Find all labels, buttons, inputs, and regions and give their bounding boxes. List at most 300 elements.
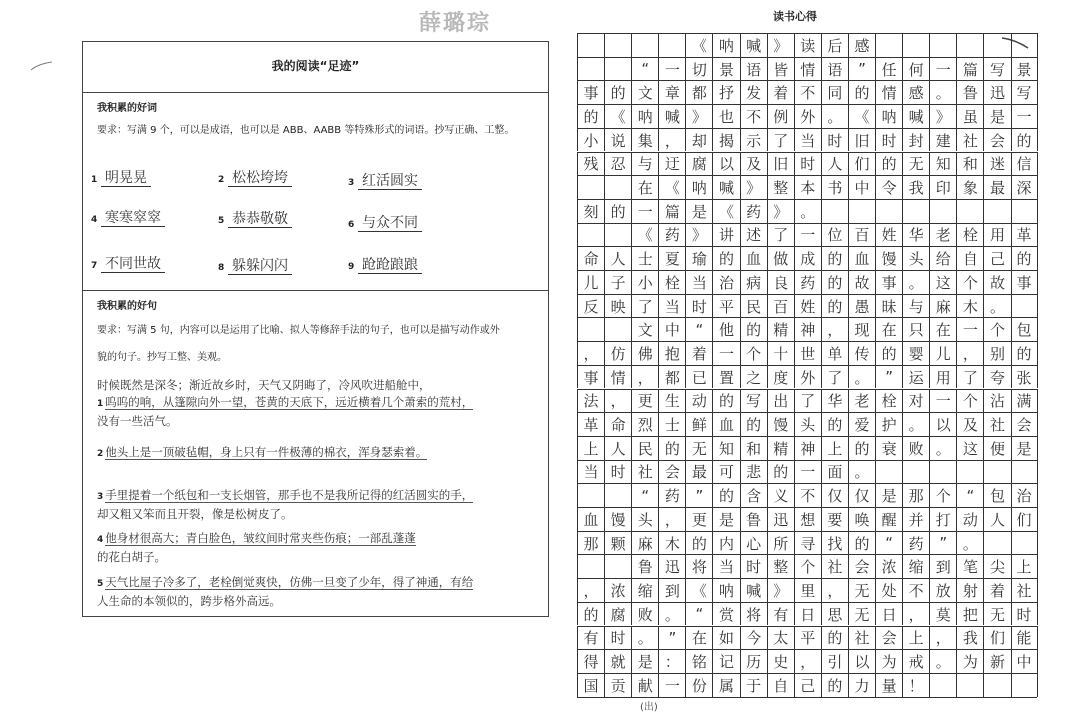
grid-cell: 仿 <box>604 342 631 365</box>
grid-cell: 迷 <box>983 153 1010 176</box>
grid-cell: 知 <box>712 437 739 460</box>
grid-cell: 反 <box>577 295 604 318</box>
grid-cell: 事 <box>577 366 604 389</box>
grid-cell: 不 <box>902 579 929 602</box>
grid-cell: 佛 <box>631 342 658 365</box>
grid-cell: 头 <box>794 413 821 436</box>
grid-cell: 《 <box>712 200 739 223</box>
grid-cell: 情 <box>875 81 902 104</box>
grid-cell: 喊 <box>902 105 929 128</box>
grid-cell: 馒 <box>767 413 794 436</box>
grid-cell <box>604 58 631 81</box>
grid-cell: 象 <box>956 176 983 199</box>
grid-cell: 的 <box>767 461 794 484</box>
grid-cell: 位 <box>821 224 848 247</box>
grid-cell: 己 <box>794 674 821 697</box>
grid-cell: 《 <box>848 105 875 128</box>
grid-cell: 要 <box>821 508 848 531</box>
grid-cell: 更 <box>685 508 712 531</box>
grid-cell: 》 <box>929 105 956 128</box>
grid-cell: 会 <box>848 555 875 578</box>
grid-cell: 上 <box>577 437 604 460</box>
grid-cell: 的 <box>848 532 875 555</box>
sentence-item: 时候既然是深冬；渐近故乡时，天气又阴晦了，冷风吹进船舱中， 1 呜呜的响，从篷隙向外一望，苍黄的天底下，远近横着几个萧索的荒村， 没有一些活气。 <box>97 378 474 428</box>
grid-cell: 并 <box>902 508 929 531</box>
grid-cell: 知 <box>929 153 956 176</box>
grid-cell: 印 <box>929 176 956 199</box>
grid-cell: 和 <box>956 153 983 176</box>
grid-cell: 已 <box>685 366 712 389</box>
grid-cell: 例 <box>767 105 794 128</box>
grid-cell: 。 <box>983 295 1010 318</box>
grid-cell: 感 <box>848 34 875 57</box>
grid-cell: 当 <box>577 461 604 484</box>
grid-row <box>577 294 1038 318</box>
grid-cell: 动 <box>685 390 712 413</box>
grid-row <box>577 270 1038 294</box>
grid-cell: 的 <box>1011 342 1038 365</box>
grid-cell: 腐 <box>604 603 631 626</box>
grid-cell: 》 <box>767 34 794 57</box>
grid-cell <box>604 555 631 578</box>
grid-cell: 鲁 <box>631 555 658 578</box>
grid-cell: 一 <box>712 342 739 365</box>
grid-row <box>577 223 1038 247</box>
grid-cell: 一 <box>658 58 685 81</box>
grid-cell: 华 <box>821 390 848 413</box>
grid-cell: 文 <box>631 81 658 104</box>
grid-row <box>577 104 1038 128</box>
word-item: 5 恭恭敬敬 <box>218 208 292 228</box>
grid-cell <box>983 200 1010 223</box>
grid-cell: 寻 <box>794 532 821 555</box>
grid-cell: 了 <box>767 224 794 247</box>
grid-cell: 时 <box>1011 603 1038 626</box>
grid-cell: 为 <box>875 650 902 673</box>
grid-cell: 抱 <box>658 342 685 365</box>
grid-cell: 中 <box>1011 650 1038 673</box>
grid-cell <box>983 674 1010 697</box>
grid-cell: 命 <box>577 247 604 270</box>
grid-cell: 为 <box>956 650 983 673</box>
grid-cell: 夏 <box>658 247 685 270</box>
grid-cell: 故 <box>848 271 875 294</box>
grid-cell: 》 <box>740 176 767 199</box>
grid-cell: 缩 <box>631 579 658 602</box>
grid-cell: 浓 <box>875 555 902 578</box>
grid-cell: 缩 <box>902 555 929 578</box>
grid-cell: 民 <box>631 437 658 460</box>
grid-cell <box>875 461 902 484</box>
grid-cell: 刻 <box>577 200 604 223</box>
grid-cell: 时 <box>604 627 631 650</box>
word-item: 1 明晃晃 <box>91 167 151 187</box>
grid-cell: 史 <box>767 650 794 673</box>
grid-cell: 景 <box>1011 58 1038 81</box>
grid-cell: ， <box>929 627 956 650</box>
grid-cell: 面 <box>821 461 848 484</box>
grid-cell: 情 <box>794 58 821 81</box>
grid-cell: 愚 <box>848 295 875 318</box>
grid-cell: 和 <box>740 437 767 460</box>
grid-cell: 会 <box>658 461 685 484</box>
grid-cell: 力 <box>848 674 875 697</box>
grid-cell: 社 <box>631 461 658 484</box>
grid-cell: 令 <box>875 176 902 199</box>
grid-row <box>577 626 1038 650</box>
grid-cell: 们 <box>848 153 875 176</box>
grid-cell: ， <box>631 366 658 389</box>
grid-cell: 血 <box>577 508 604 531</box>
grid-cell: 我 <box>956 627 983 650</box>
grid-cell: 一 <box>631 200 658 223</box>
grid-cell: 儿 <box>929 342 956 365</box>
grid-cell: 尖 <box>983 555 1010 578</box>
grid-cell: 里 <box>794 579 821 602</box>
grid-cell: 。 <box>956 532 983 555</box>
grid-cell: 的 <box>577 105 604 128</box>
grid-cell: 。 <box>658 603 685 626</box>
grid-cell: ” <box>685 484 712 507</box>
grid-cell: 血 <box>712 413 739 436</box>
grid-cell: 就 <box>604 650 631 673</box>
grid-cell <box>577 34 604 57</box>
grid-cell: 事 <box>577 81 604 104</box>
grid-cell <box>577 484 604 507</box>
grid-cell: 上 <box>1011 555 1038 578</box>
grid-row <box>577 531 1038 555</box>
grid-cell: 找 <box>821 532 848 555</box>
grid-cell: 鲁 <box>956 81 983 104</box>
grid-row <box>577 246 1038 270</box>
grid-cell: 爱 <box>848 413 875 436</box>
grid-cell: 所 <box>767 532 794 555</box>
grid-cell: 出 <box>767 390 794 413</box>
grid-cell: 写 <box>1011 81 1038 104</box>
good-words-requirement: 要求：写满 9 个，可以是成语，也可以是 ABB、AABB 等特殊形式的词语。抄写正确、工整。 <box>97 125 515 136</box>
grid-row <box>577 365 1038 389</box>
grid-cell: 昧 <box>875 295 902 318</box>
grid-cell: 迅 <box>658 555 685 578</box>
grid-cell <box>658 34 685 57</box>
grid-cell <box>577 555 604 578</box>
grid-cell <box>956 674 983 697</box>
grid-cell: 士 <box>631 247 658 270</box>
grid-cell: 献 <box>631 674 658 697</box>
grid-row <box>577 436 1038 460</box>
word-item: 9 跄跄踉踉 <box>348 254 422 274</box>
grid-cell: 铭 <box>685 650 712 673</box>
grid-cell: 也 <box>712 105 739 128</box>
grid-cell: 姓 <box>875 224 902 247</box>
grid-cell: 到 <box>658 579 685 602</box>
grid-cell <box>902 461 929 484</box>
grid-cell: 己 <box>983 247 1010 270</box>
grid-cell: 着 <box>983 579 1010 602</box>
grid-cell: 的 <box>848 437 875 460</box>
grid-cell: ， <box>577 342 604 365</box>
grid-cell: “ <box>875 532 902 555</box>
grid-cell <box>875 34 902 57</box>
grid-cell: 有 <box>577 627 604 650</box>
grid-cell: ” <box>929 532 956 555</box>
grid-cell: 的 <box>740 318 767 341</box>
grid-cell: 的 <box>821 627 848 650</box>
grid-cell: ！ <box>902 674 929 697</box>
grid-cell: 呐 <box>685 176 712 199</box>
grid-cell: 包 <box>983 484 1010 507</box>
grid-cell: 个 <box>740 342 767 365</box>
grid-cell: 将 <box>685 555 712 578</box>
grid-row <box>577 199 1038 223</box>
grid-cell: 当 <box>712 555 739 578</box>
grid-cell: 的 <box>821 674 848 697</box>
grid-cell: ， <box>658 508 685 531</box>
grid-cell: 的 <box>821 247 848 270</box>
grid-cell: 是 <box>631 650 658 673</box>
grid-cell: 历 <box>740 650 767 673</box>
grid-cell: 的 <box>821 413 848 436</box>
grid-cell: 最 <box>983 176 1010 199</box>
grid-cell: 着 <box>685 342 712 365</box>
grid-cell: 章 <box>658 81 685 104</box>
grid-cell: 满 <box>1011 390 1038 413</box>
grid-cell: 量 <box>875 674 902 697</box>
grid-cell: 将 <box>740 603 767 626</box>
grid-cell: ， <box>902 603 929 626</box>
grid-cell: 传 <box>848 342 875 365</box>
grid-cell: 在 <box>631 176 658 199</box>
grid-cell: 。 <box>848 366 875 389</box>
grid-cell <box>1011 532 1038 555</box>
grid-cell: 。 <box>902 271 929 294</box>
grid-cell: 整 <box>767 555 794 578</box>
grid-cell: 时 <box>821 129 848 152</box>
grid-cell: 赏 <box>712 603 739 626</box>
grid-cell: 小 <box>631 271 658 294</box>
grid-cell: 便 <box>983 437 1010 460</box>
grid-cell: 呐 <box>631 105 658 128</box>
grid-cell: 姓 <box>794 295 821 318</box>
grid-cell: 深 <box>1011 176 1038 199</box>
grid-cell: 以 <box>929 413 956 436</box>
grid-cell <box>983 34 1010 57</box>
grid-cell: 会 <box>1011 413 1038 436</box>
grid-cell: ， <box>794 650 821 673</box>
grid-cell: 社 <box>848 627 875 650</box>
grid-cell: 属 <box>712 674 739 697</box>
grid-cell: 得 <box>577 650 604 673</box>
word-item: 4 寒寒窣窣 <box>91 207 165 227</box>
grid-row <box>577 152 1038 176</box>
grid-cell: 说 <box>604 129 631 152</box>
grid-cell: 了 <box>767 129 794 152</box>
grid-cell: 革 <box>577 413 604 436</box>
grid-cell: 精 <box>767 437 794 460</box>
grid-cell: 民 <box>740 295 767 318</box>
grid-cell: 血 <box>740 247 767 270</box>
grid-cell: 写 <box>740 390 767 413</box>
grid-cell: 情 <box>604 366 631 389</box>
grid-cell: 外 <box>794 105 821 128</box>
grid-cell: 都 <box>685 81 712 104</box>
grid-cell: 讲 <box>712 224 739 247</box>
grid-cell: 抒 <box>712 81 739 104</box>
grid-cell: 给 <box>929 247 956 270</box>
grid-cell: 世 <box>794 342 821 365</box>
grid-cell: 是 <box>875 484 902 507</box>
grid-cell: 社 <box>983 413 1010 436</box>
sentence-item: 5 天气比屋子冷多了，老栓倒觉爽快，仿佛一旦变了少年，得了神通，有给 人生命的本领似的，跨步格外高远。 <box>97 575 474 608</box>
grid-cell: 事 <box>875 271 902 294</box>
grid-cell: 醒 <box>875 508 902 531</box>
grid-cell <box>604 34 631 57</box>
grid-cell: 栓 <box>956 224 983 247</box>
grid-cell: 不 <box>794 81 821 104</box>
grid-cell: 封 <box>902 129 929 152</box>
grid-cell: 呐 <box>712 34 739 57</box>
grid-cell: 一 <box>929 390 956 413</box>
grid-cell: 后 <box>821 34 848 57</box>
word-item: 2 松松垮垮 <box>218 167 292 187</box>
grid-cell: 护 <box>875 413 902 436</box>
grid-cell: 以 <box>848 650 875 673</box>
grid-cell: 浓 <box>604 579 631 602</box>
grid-cell <box>956 34 983 57</box>
grid-cell: 治 <box>712 271 739 294</box>
grid-cell: 在 <box>929 318 956 341</box>
grid-cell: 了 <box>794 390 821 413</box>
grid-cell: 平 <box>712 295 739 318</box>
grid-cell: 社 <box>956 129 983 152</box>
grid-cell: 老 <box>929 224 956 247</box>
grid-cell: 。 <box>794 200 821 223</box>
grid-cell: 这 <box>956 437 983 460</box>
grid-cell: 映 <box>604 295 631 318</box>
grid-cell: 到 <box>929 555 956 578</box>
grid-cell: 烈 <box>631 413 658 436</box>
grid-cell: 戒 <box>902 650 929 673</box>
grid-cell: 。 <box>821 105 848 128</box>
grid-cell: ， <box>604 390 631 413</box>
grid-cell: 的 <box>712 484 739 507</box>
grid-cell: 皆 <box>767 58 794 81</box>
grid-cell: 日 <box>794 603 821 626</box>
grid-cell: 不 <box>740 105 767 128</box>
grid-cell: 做 <box>767 247 794 270</box>
grid-cell <box>1011 34 1038 57</box>
grid-cell: 成 <box>794 247 821 270</box>
grid-cell: 栓 <box>875 390 902 413</box>
grid-cell: 会 <box>983 129 1010 152</box>
grid-cell: 的 <box>604 81 631 104</box>
grid-cell: “ <box>685 603 712 626</box>
grid-cell: 的 <box>848 81 875 104</box>
grid-cell: 更 <box>631 390 658 413</box>
grid-cell: 今 <box>740 627 767 650</box>
grid-cell: 喊 <box>658 105 685 128</box>
grid-row <box>577 389 1038 413</box>
grid-cell: 旧 <box>767 153 794 176</box>
grid-cell: 自 <box>956 247 983 270</box>
grid-cell: 人 <box>983 508 1010 531</box>
grid-cell: 一 <box>794 224 821 247</box>
grid-cell: 人 <box>821 153 848 176</box>
grid-cell: 《 <box>631 224 658 247</box>
grid-cell: 馒 <box>875 247 902 270</box>
grid-cell: 建 <box>929 129 956 152</box>
grid-cell: 子 <box>604 271 631 294</box>
grid-row <box>577 57 1038 81</box>
grid-cell <box>983 461 1010 484</box>
grid-cell: 中 <box>848 176 875 199</box>
grid-cell: 外 <box>794 366 821 389</box>
grid-row <box>577 80 1038 104</box>
grid-cell: 感 <box>902 81 929 104</box>
grid-cell: 时 <box>604 461 631 484</box>
grid-cell: 的 <box>1011 247 1038 270</box>
grid-cell: 事 <box>1011 271 1038 294</box>
grid-cell: 无 <box>848 579 875 602</box>
grid-cell: 上 <box>821 437 848 460</box>
grid-cell: 个 <box>956 390 983 413</box>
grid-cell: 书 <box>821 176 848 199</box>
grid-cell: 何 <box>902 58 929 81</box>
grid-cell <box>1011 200 1038 223</box>
grid-cell <box>631 34 658 57</box>
grid-cell: 我 <box>902 176 929 199</box>
grid-cell: 忍 <box>604 153 631 176</box>
grid-cell: 能 <box>1011 627 1038 650</box>
grid-cell: 治 <box>1011 484 1038 507</box>
grid-cell: 。 <box>631 627 658 650</box>
grid-cell: 信 <box>1011 153 1038 176</box>
grid-cell: 残 <box>577 153 604 176</box>
grid-cell: 时 <box>875 129 902 152</box>
grid-cell: 当 <box>794 129 821 152</box>
grid-cell: 发 <box>740 81 767 104</box>
grid-row <box>577 412 1038 436</box>
grid-cell: 揭 <box>712 129 739 152</box>
grid-cell: 篇 <box>658 200 685 223</box>
grid-cell: 的 <box>685 532 712 555</box>
grid-cell: 于 <box>740 674 767 697</box>
grid-cell: 思 <box>821 603 848 626</box>
grid-cell: ” <box>658 627 685 650</box>
grid-cell: 那 <box>902 484 929 507</box>
grid-row <box>577 128 1038 152</box>
sheet-title: 我的阅读“足迹” <box>271 59 360 73</box>
grid-cell: “ <box>631 58 658 81</box>
grid-cell: 旧 <box>848 129 875 152</box>
grid-cell: 当 <box>658 295 685 318</box>
grid-cell <box>577 318 604 341</box>
grid-cell: 颗 <box>604 532 631 555</box>
grid-cell: 是 <box>685 200 712 223</box>
grid-cell: 都 <box>658 366 685 389</box>
grid-cell: 集 <box>631 129 658 152</box>
grid-cell: 切 <box>685 58 712 81</box>
grid-cell: 。 <box>929 437 956 460</box>
grid-cell: 故 <box>983 271 1010 294</box>
grid-row <box>577 317 1038 341</box>
grid-cell: 鲜 <box>685 413 712 436</box>
grid-cell: 生 <box>658 390 685 413</box>
grid-cell: 记 <box>712 650 739 673</box>
grid-row <box>577 602 1038 626</box>
reading-reflection-title: 读书心得 <box>773 10 817 23</box>
grid-cell: 神 <box>794 437 821 460</box>
